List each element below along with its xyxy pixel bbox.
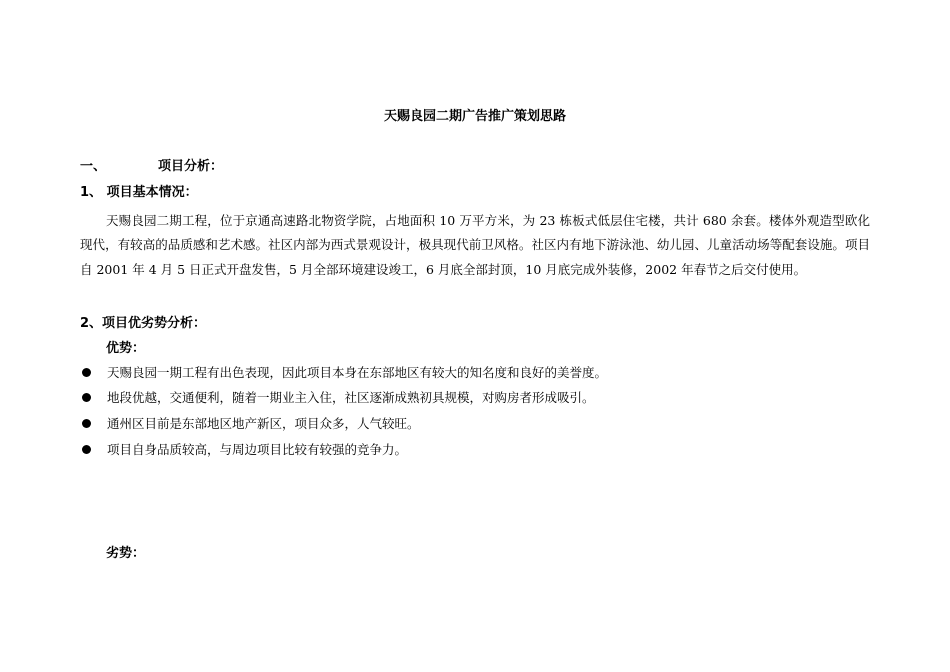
- advantage-item-text: 天赐良园一期工程有出色表现，因此项目本身在东部地区有较大的知名度和良好的美誉度。: [107, 365, 608, 380]
- section-1-heading: 项目分析：: [158, 159, 224, 174]
- section-1-number: 一、: [80, 159, 107, 174]
- bullet-dot-icon: [82, 445, 91, 454]
- bullet-dot-icon: [82, 393, 91, 402]
- advantage-item-text: 通州区目前是东部地区地产新区，项目众多，人气较旺。: [107, 416, 420, 431]
- advantages-heading: 优势：: [106, 341, 146, 356]
- advantage-item-text: 项目自身品质较高，与周边项目比较有较强的竞争力。: [107, 442, 408, 457]
- advantage-item: [80, 414, 870, 434]
- advantage-item: [80, 388, 870, 408]
- bullet-dot-icon: [82, 419, 91, 428]
- subsection-basic-info-heading: 1、 项目基本情况：: [80, 185, 198, 200]
- disadvantages-heading: 劣势：: [106, 546, 146, 561]
- advantage-item: [80, 440, 870, 460]
- project-intro-paragraph: 天赐良园二期工程，位于京通高速路北物资学院，占地面积 10 万平方米，为 23 栋板式低层住宅楼，共计 680 余套。楼体外观造型欧化现代，有较高的品质感和艺术感。社区内部为西式景观设计，极具现代前卫风格。社区内有地下游泳池、幼儿园、儿童活动场等配套设施。项目自 2001 年 4 月 5 日正式开盘发售，5 月全部环境建设竣工，6 月底全部封顶，10 月底完成外装修，2002 年春节之后交付使用。: [80, 213, 870, 277]
- document-title: 天赐良园二期广告推广策划思路: [383, 109, 566, 124]
- subsection-swot-heading: 2、项目优劣势分析：: [80, 316, 207, 331]
- advantage-item: [80, 363, 870, 383]
- advantage-item-text: 地段优越，交通便利，随着一期业主入住，社区逐渐成熟初具规模，对购房者形成吸引。: [107, 390, 595, 405]
- bullet-dot-icon: [82, 368, 91, 377]
